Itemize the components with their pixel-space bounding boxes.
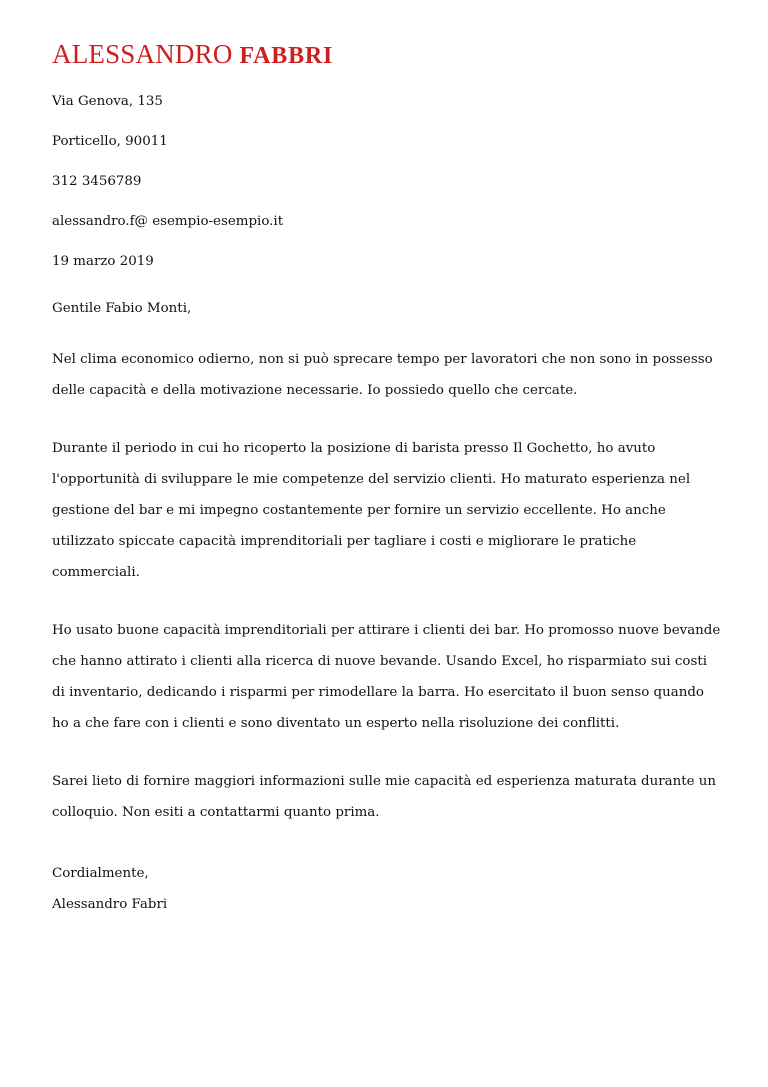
phone-number: 312 3456789 xyxy=(52,174,142,189)
signature-name: Alessandro Fabri xyxy=(52,897,168,912)
salutation: Gentile Fabio Monti, xyxy=(52,301,192,316)
letter-page xyxy=(52,38,722,920)
letter-date: 19 marzo 2019 xyxy=(52,254,154,269)
address-line-2: Porticello, 90011 xyxy=(52,134,168,149)
body-paragraph-3: Ho usato buone capacità imprenditoriali per attirare i clienti dei bar. Ho promosso nuove bevande che hanno attirato i clienti alla ricerca di nuove bevande. Usando Excel, ho risparmiato sui costi di inventario, dedicando i risparmi per rimodellare la barra. Ho esercitato il buon senso quando ho a che fare con i clienti e sono diventato un esperto nella risoluzione dei conflitti. xyxy=(52,623,721,731)
first-name: ALESSANDRO xyxy=(52,39,233,69)
body-paragraph-4: Sarei lieto di fornire maggiori informazioni sulle mie capacità ed esperienza maturata durante un colloquio. Non esiti a contattarmi quanto prima. xyxy=(52,774,717,820)
closing-phrase: Cordialmente, xyxy=(52,866,149,881)
address-line-1: Via Genova, 135 xyxy=(52,94,163,109)
email-address: alessandro.f@ esempio-esempio.it xyxy=(52,214,284,229)
last-name: FABBRI xyxy=(239,43,334,69)
closing-block xyxy=(52,858,722,920)
contact-block xyxy=(52,94,722,230)
body-paragraph-2: Durante il periodo in cui ho ricoperto la posizione di barista presso Il Gochetto, ho avuto l'opportunità di sviluppare le mie competenze del servizio clienti. Ho maturato esperienza nel gestione del bar e mi impegno costantemente per fornire un servizio eccellente. Ho anche utilizzato spiccate capacità imprenditoriali per tagliare i costi e migliorare le pratiche commerciali. xyxy=(52,441,691,580)
body-paragraph-1: Nel clima economico odierno, non si può sprecare tempo per lavoratori che non sono in possesso delle capacità e della motivazione necessarie. Io possiedo quello che cercate. xyxy=(52,352,713,398)
header-name xyxy=(52,38,722,72)
